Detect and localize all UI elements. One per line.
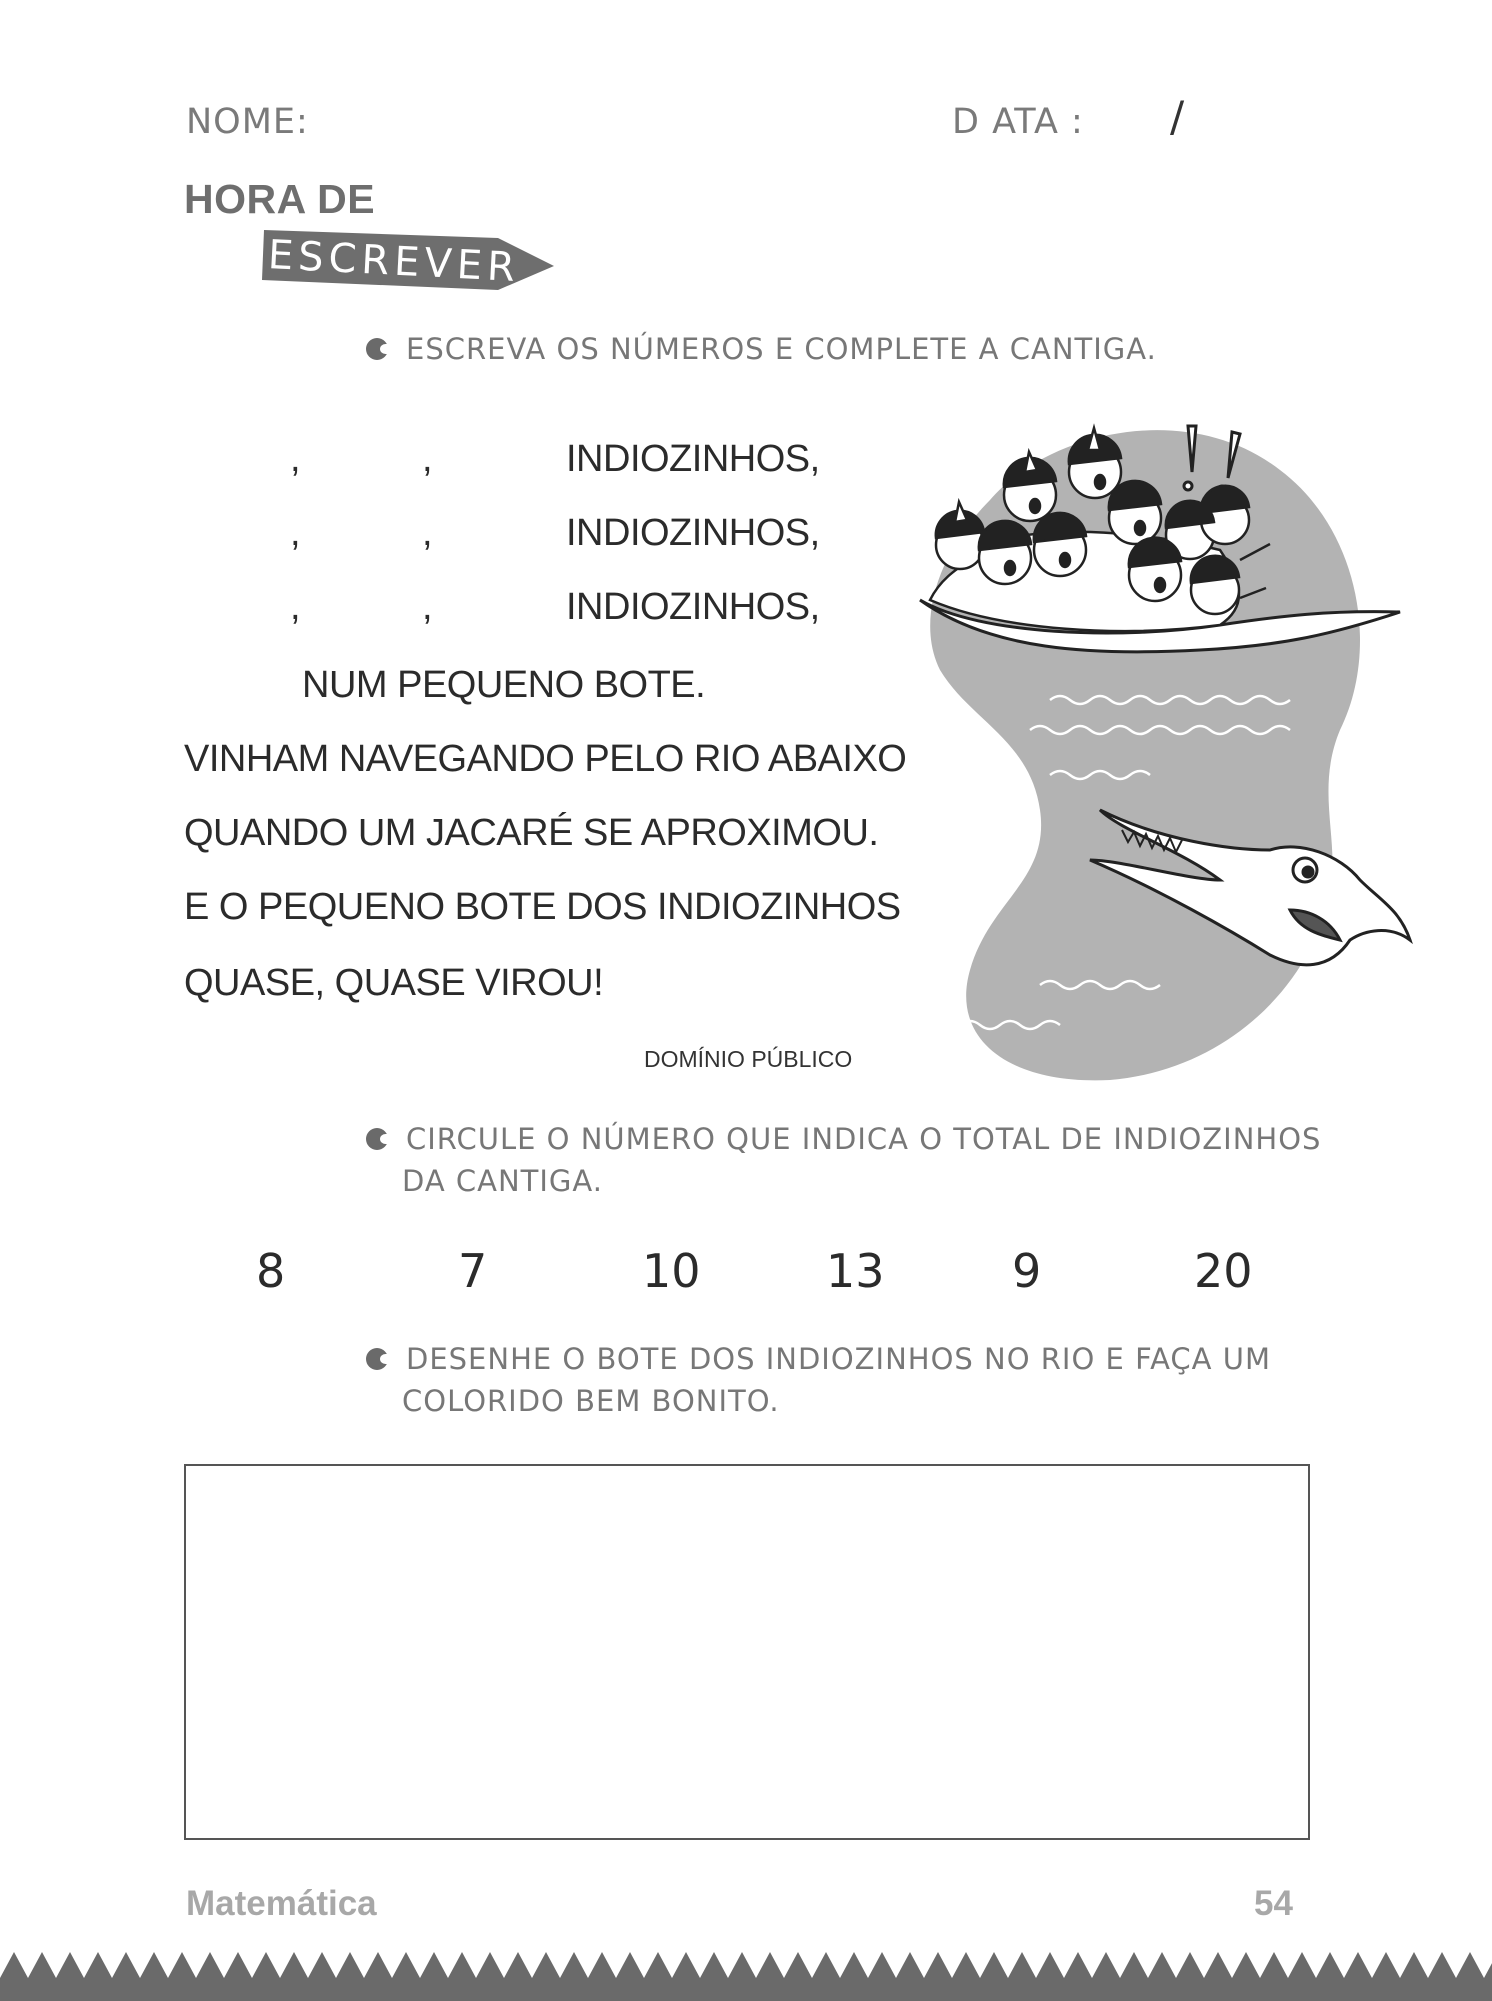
instruction-3-text-line-1: DESENHE O BOTE DOS INDIOZINHOS NO RIO E FAÇA UM <box>406 1342 1271 1376</box>
song-blank-line-3: INDIOZINHOS, <box>566 586 820 628</box>
number-option[interactable]: 20 <box>1194 1244 1253 1298</box>
blank-comma: , <box>422 438 433 480</box>
number-option[interactable]: 13 <box>826 1244 885 1298</box>
blank-comma: , <box>422 586 433 628</box>
date-slash: / <box>1170 92 1186 141</box>
instruction-1-text: ESCREVA OS NÚMEROS E COMPLETE A CANTIGA. <box>406 332 1157 366</box>
blank-comma: , <box>290 512 301 554</box>
instruction-3-text-line-2: COLORIDO BEM BONITO. <box>402 1384 780 1418</box>
drawing-area[interactable] <box>184 1464 1310 1840</box>
song-line: VINHAM NAVEGANDO PELO RIO ABAIXO <box>184 738 907 780</box>
page-number: 54 <box>1254 1884 1293 1923</box>
blank-comma: , <box>422 512 433 554</box>
song-line: E O PEQUENO BOTE DOS INDIOZINHOS <box>184 886 901 928</box>
instruction-2-text-line-2: DA CANTIGA. <box>402 1164 603 1198</box>
section-title-escrever: ESCREVER <box>266 232 521 292</box>
song-line: QUASE, QUASE VIROU! <box>184 962 604 1004</box>
number-option[interactable]: 10 <box>642 1244 701 1298</box>
song-line: NUM PEQUENO BOTE. <box>302 664 706 706</box>
blank-comma: , <box>290 438 301 480</box>
song-blank-line-1: INDIOZINHOS, <box>566 438 820 480</box>
number-option[interactable]: 9 <box>1012 1244 1042 1298</box>
song-line: QUANDO UM JACARÉ SE APROXIMOU. <box>184 812 879 854</box>
number-option[interactable]: 7 <box>458 1244 488 1298</box>
bullet-icon <box>366 338 388 360</box>
instruction-2-text-line-1: CIRCULE O NÚMERO QUE INDICA O TOTAL DE INDIOZINHOS <box>406 1122 1322 1156</box>
bullet-icon <box>366 1128 388 1150</box>
song-blank-line-2: INDIOZINHOS, <box>566 512 820 554</box>
bullet-icon <box>366 1348 388 1370</box>
blank-comma: , <box>290 586 301 628</box>
date-label: D ATA : <box>952 102 1084 142</box>
zigzag-border <box>0 1948 1492 2001</box>
boat-crocodile-illustration <box>860 410 1420 1090</box>
source-credit: DOMÍNIO PÚBLICO <box>644 1046 853 1072</box>
number-option[interactable]: 8 <box>256 1244 286 1298</box>
subject-label: Matemática <box>186 1884 377 1923</box>
section-title-hora-de: HORA DE <box>184 176 376 222</box>
name-label: NOME: <box>186 102 309 142</box>
